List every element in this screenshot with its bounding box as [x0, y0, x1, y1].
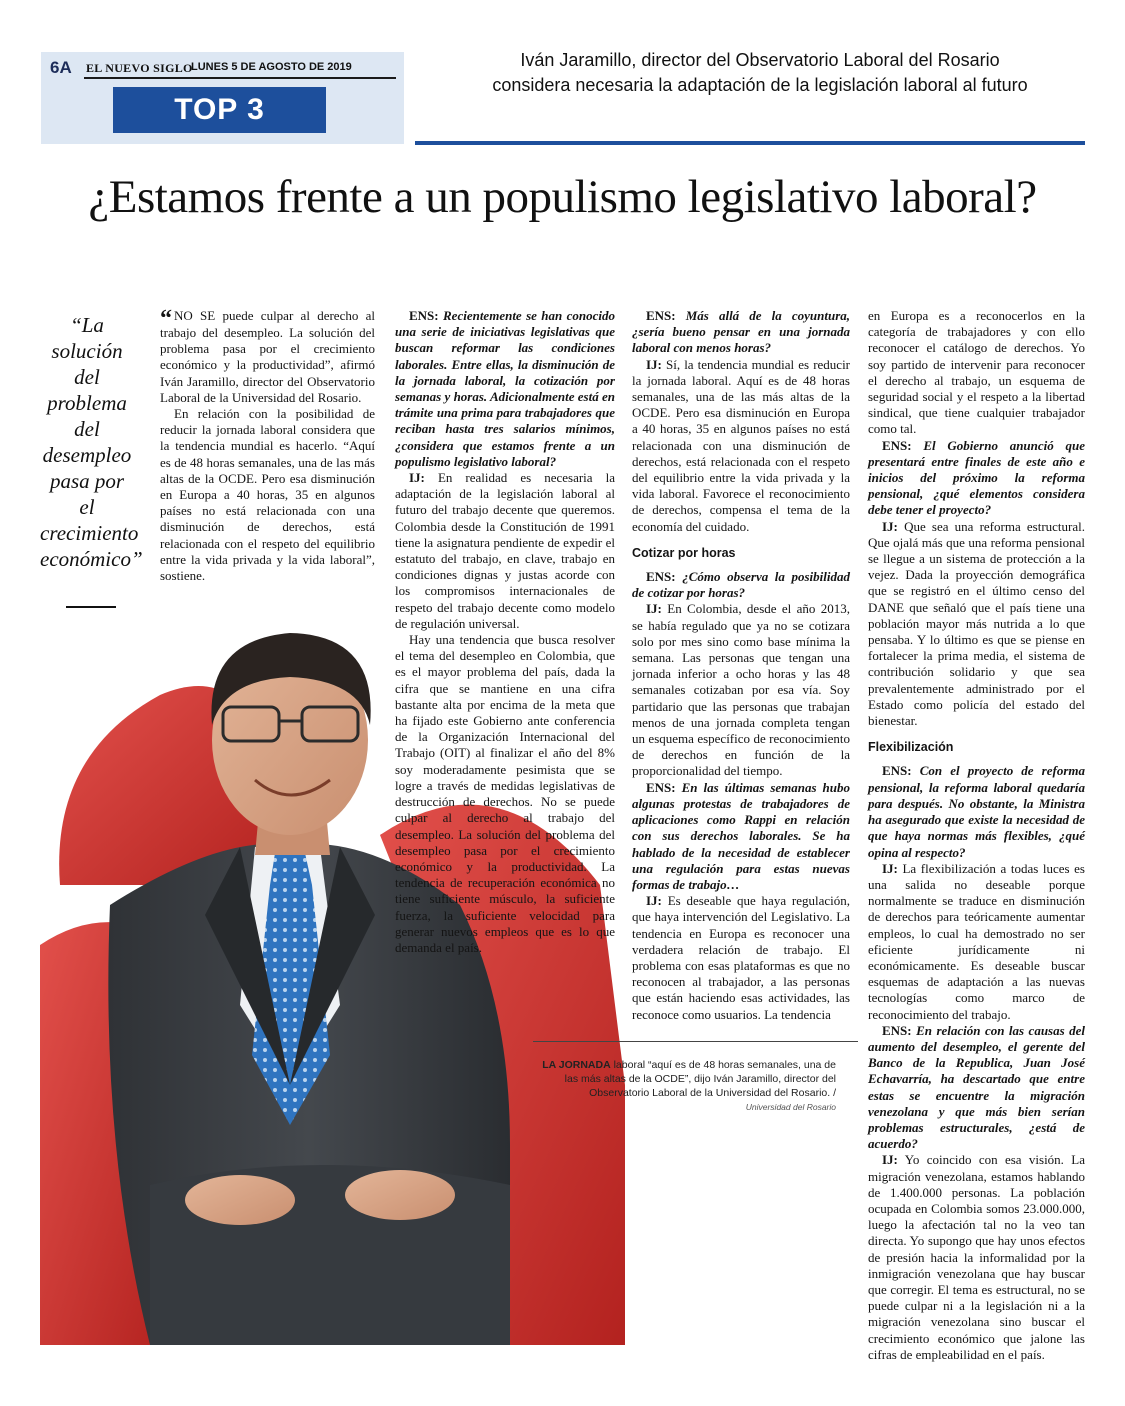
body-paragraph: En relación con la posibilidad de reducir la jornada laboral considera que la tendencia mundial es hacerlo. “Aquí es de 48 horas semanales, una de las más altas de la OCDE. Pero esa disminución en Europa a 40 horas, 35 en algunos países no está relacionada con una disminución de derechos, está relacionada con el respeto del equilibrio entre la vida privada y la vida laboral”, sostiene. [160, 406, 375, 584]
answer: IJ: En realidad es necesaria la adaptación de la legislación laboral al futuro del trabajo decente que queremos. Colombia desde la Constitución de 1991 tiene la asignatura pendiente de expedir el estatuto del trabajo, en clave, trabajo en condiciones dignas y justas acorde con los compromisos internacionales de respeto del trabajo decente como modelo de regulación universal. [395, 470, 615, 631]
body-paragraph: en Europa es a reconocerlos en la categoría de trabajadores y con ello reconocer el catálogo de derechos. Yo soy partido de intervenir para reconocer el derecho al trabajo, un esquema de seguridad social y el respeto a la libertad sindical, que tiene cualquier trabajador como tal. [868, 308, 1085, 437]
article-deck: Iván Jaramillo, director del Observatorio Laboral del Rosario considera necesaria la adaptación de la legislación laboral al futuro [492, 50, 1028, 95]
question: ENS: Recientemente se han conocido una serie de iniciativas legislativas que buscan reformar las condiciones laborales. Entre ellas, la disminución de la jornada laboral, la cotización por semanas y horas. Adicionalmente está en trámite una prima para trabajadores que reciban hasta tres salarios mínimos, ¿considera que estamos frente a un populismo legislativo laboral? [395, 308, 615, 469]
caption-text: laboral “aquí es de 48 horas semanales, una de las más altas de la OCDE”, dijo Iván Jaramillo, director del Observatorio Laboral de la Universidad del Rosario. / [564, 1059, 836, 1099]
question: ENS: ¿Cómo observa la posibilidad de cotizar por horas? [632, 569, 850, 601]
answer: IJ: Que sea una reforma estructural. Que ojalá más que una reforma pensional se llegue a un sistema de protección a la vejez. Dada la proyección demográfica que se registró en el último censo del DANE que señaló que el país tiene una población mayor más nutrida a lo que pensaba. Y lo último es que se piense en fortalecer la prima media, el sistema de contribución solidario y que sea prevalentemente administrado por el Estado como policía del estado del bienestar. [868, 518, 1086, 729]
answer: IJ: En Colombia, desde el año 2013, se había regulado que ya no se cotizara solo por mes sino como base mínima la semana. Las personas que tengan una jornada inferior a ocho horas y las 48 semanales cotizaban por esa vía. Soy partidario que las personas que trabajan menos de una jornada completa tengan un esquema específico de reconocimiento de derechos en función de la proporcionalidad del tiempo. [632, 601, 851, 779]
question: ENS: Más allá de la coyuntura, ¿sería bueno pensar en una jornada laboral con menos horas? [632, 308, 851, 356]
answer: IJ: Sí, la tendencia mundial es reducir la jornada laboral. Aquí es de 48 horas semanales, una de las más altas de la OCDE. Pero esa disminución en Europa a 40 horas, 35 en algunos países no está relacionada con una disminución de derechos, está relacionada con el respeto del equilibrio entre la vida privada y la vida laboral. Favorece el reconocimiento de derechos, compensa el tema de la economía del cuidado. [632, 356, 851, 534]
issue-date: LUNES 5 DE AGOSTO DE 2019 [191, 61, 352, 73]
top-rule [415, 141, 1085, 145]
subheading: Cotizar por horas [632, 545, 736, 560]
article-column-1 [160, 308, 375, 584]
article-column-2 [395, 308, 615, 956]
article-column-4 [868, 308, 1085, 1363]
question: ENS: Con el proyecto de reforma pensional, la reforma laboral quedaría para después. No obstante, la Ministra ha asegurado que existe la necesidad de que haya normas más flexibles, ¿qué opina al respecto? [868, 763, 1085, 860]
header-rule [84, 77, 396, 79]
photo-credit: Universidad del Rosario [745, 1102, 836, 1112]
subheading: Flexibilización [868, 740, 954, 755]
lead-paragraph: “ NO SE puede culpar al derecho al trabajo del desempleo. La solución del problema pasa por el crecimiento económico y la productividad”, afirmó Iván Jaramillo, director del Observatorio Laboral de la Universidad del Rosario. [160, 306, 375, 405]
question: ENS: En las últimas semanas hubo algunas protestas de trabajadores de aplicaciones como Rappi en relación con sus derechos laborales. Se ha hablado de la necesidad de establecer una regulación para estas nuevas formas de trabajo… [632, 779, 851, 892]
quote-mark-icon: “ [160, 306, 172, 332]
section-tag: TOP 3 [113, 87, 326, 133]
answer: IJ: La flexibilización a todas luces es una salida no deseable porque normalmente se traduce en disminución de derechos para teóricamente aumentar empleos, lo cual ha demostrado no ser eficiente jurídicamente ni económicamente. Es deseable buscar esquemas de adaptación a las nuevas tecnologías como marco de reconocimiento del trabajo. [868, 860, 1085, 1022]
pull-quote: “La solución del problema del desempleo pasa por el crecimiento económico” [40, 313, 143, 571]
caption-lead: LA JORNADA [542, 1059, 611, 1071]
answer: IJ: Es deseable que haya regulación, que haya intervención del Legislativo. La tendencia en Europa es reconocer una verdadera relación de trabajo. El problema con esas plataformas es que no reconocen al trabajador, a las personas que están haciendo esas actividades, las reconoce como usuarios. La tendencia [632, 893, 850, 1022]
question: ENS: En relación con las causas del aumento del desempleo, el gerente del Banco de la Republica, Juan José Echavarría, ha descartado que entre estas se encuentre la migración venezolana y que más bien serían problemas estructurales, ¿está de acuerdo? [868, 1022, 1086, 1152]
photo-caption [530, 1058, 836, 1114]
newspaper-name: EL NUEVO SIGLO [86, 61, 193, 75]
question: ENS: El Gobierno anunció que presentará entre finales de este año e inicios del próximo la reforma pensional, ¿qué elementos considera debe tener el proyecto? [868, 437, 1086, 518]
answer: IJ: Yo coincido con esa visión. La migración venezolana, estamos hablando de 1.400.000 personas. La población ocupada en Colombia somos 23.000.000, luego la afectación tal no la veo tan directa. Yo supongo que hay unos efectos de presión hacia la informalidad por la inmigración venezolana que hay buscar que corregir. El tema es estructural, no se puede culpar ni a la legislación ni a la migración venezolana sino buscar el crecimiento económico que jalone las cifras de empleabilidad en el país. [868, 1152, 1085, 1362]
body-paragraph: Hay una tendencia que busca resolver el tema del desempleo en Colombia, que es el mayor problema del país, dada la cifra que se mantiene en una cifra bastante alta por encima de la meta que ha fijado este Gobierno ante conferencia de la Organización Internacional del Trabajo (OIT) al finalizar el año del 8% soy moderadamente pesimista que se logre a través de medidas legislativas de destrucción de derechos. No se puede culpar al derecho al trabajo del desempleo. La solución del problema del desempleo pasa por el crecimiento económico y la productividad. La tendencia de recuperación económica no tiene suficiente músculo, la suficiente fuerza, la suficiente velocidad para generar nuevos empleos que es lo que demanda el país. [395, 632, 615, 955]
caption-rule [533, 1041, 858, 1042]
headline: ¿Estamos frente a un populismo legislativo laboral? [88, 171, 1037, 223]
page-number: 6A [50, 58, 72, 77]
article-column-3 [632, 308, 850, 1023]
